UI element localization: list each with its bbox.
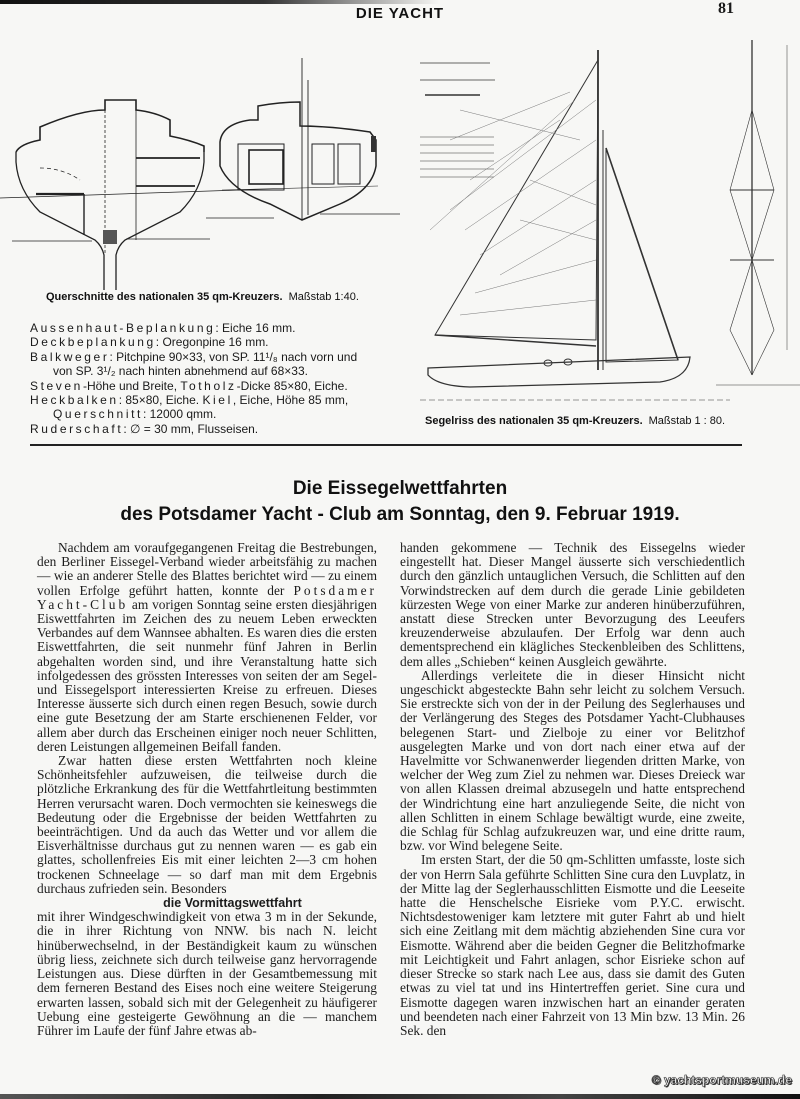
spec-line: Balkweger: Pitchpine 90×33, von SP. 11¹/₈ nach vorn und (30, 349, 358, 364)
article-subtitle: des Potsdamer Yacht - Club am Sonntag, den 9. Februar 1919. (120, 504, 680, 525)
spec-line: Querschnitt: 12000 qmm. (53, 407, 217, 422)
section-divider (30, 444, 742, 446)
cross-section-caption (46, 291, 359, 303)
sail-plan-drawing (420, 30, 800, 410)
scan-edge (0, 1094, 800, 1099)
sail-plan-scale: Maßstab 1 : 80. (648, 415, 726, 427)
paragraph: mit ihrer Windgeschwindigkeit von etwa 3 m in der Sekunde, die in ihrer Richtung von NNW. bis nach N. leicht hinüberwechselnd, in der Beständigkeit kaum zu wünschen übrig liess, zeichnete sich durch teilweise ganz hervorragende Leistungen aus. Diese dürften in der Gesamtbemessung mit dem ferneren Bestand des Eises noch eine weitere Steigerung erwarten lassen, sobald sich mit der Gelegenheit zu häufigerer Uebung eine gesteigerte Gewöhnung an die — manchem Führer im Laufe der fünf Jahre etwas ab- (37, 909, 377, 1038)
sail-plan-caption (425, 415, 725, 427)
cross-section-scale: Maßstab 1:40. (288, 291, 359, 303)
spec-line: von SP. 3¹/₂ nach hinten abnehmend auf 68×33. (53, 364, 308, 379)
spec-line: Aussenhaut-Beplankung: Eiche 16 mm. (30, 321, 296, 335)
copyright-watermark: © yachtsportmuseum.de (651, 1073, 792, 1087)
section-subheading: die Vormittagswettfahrt (163, 896, 302, 911)
cross-section-caption-text: Querschnitte des nationalen 35 qm-Kreuzers. (46, 291, 283, 303)
page-number: 81 (718, 0, 734, 17)
spec-line: Ruderschaft: ∅ = 30 mm, Flusseisen. (30, 421, 259, 436)
spec-line: Steven-Höhe und Breite, Totholz-Dicke 85×80, Eiche. (30, 378, 348, 393)
scan-edge (0, 0, 440, 4)
spec-line: Heckbalken: 85×80, Eiche. Kiel, Eiche, Höhe 85 mm, (30, 393, 349, 408)
paragraph: Zwar hatten diese ersten Wettfahrten noch kleine Schönheitsfehler aufzuweisen, die teilweise durch die plötzliche Erkrankung des für die Wettfahrtleitung bestimmten Herren verursacht waren. Doch vermochten sie keineswegs die Bedeutung oder die Ergebnisse der beiden Wettfahrten zu beeinträchtigen. Und da auch das Wetter und vor allem die Eisverhältnisse durchaus gut zu nennen waren — es gab ein glattes, schollenfreies Eis mit einer leichten 2—3 cm hohen trockenen Schneelage — so darf man mit dem Ergebnis durchaus zufrieden sein. Besonders (37, 753, 377, 896)
paragraph: Allerdings verleitete die in dieser Hinsicht nicht ungeschickt abgesteckte Bahn sehr leicht zu solchem Versuch. Sie erstreckte sich von der in der Peilung des Seglerhauses und der Verlängerung des Steges des Potsdamer Yacht-Clubhauses belegenen Start- und Zielboje zu einer vor Belitzhof ausgelegten Marke und von dort nach einer etwa auf der Havelmitte vor Schwanenwerder liegenden dritten Marke, von welcher der Weg zum Ziel zu nehmen war. Dieses Dreieck war von allen Klassen dreimal abzusegeln und hatte entsprechend der Windrichtung eine hart anzuliegende Seite, die nicht von allen Schlitten in einem Schlage bewältigt wurde, eine zweite, die Schlag für Schlag aufzukreuzen war, und eine dritte raum, bzw. vor Wind belegene Seite. (400, 667, 745, 854)
spec-line: Deckbeplankung: Oregonpine 16 mm. (30, 335, 269, 350)
running-head: DIE YACHT (355, 5, 445, 22)
article-title: Die Eissegelwettfahrten (292, 478, 508, 499)
article-column-right (400, 541, 745, 1038)
cross-section-drawing (0, 40, 420, 290)
paragraph: Im ersten Start, der die 50 qm-Schlitten umfasste, loste sich der von Herrn Sala geführte Schlitten Sine cura den Luvplatz, in der Mitte lag der Seglerhausschlitten Eismotte und die Leeseite hatte die Henschelsche Eisrieke vom P.Y.C. erwischt. Nichtsdestoweniger kam letztere mit guter Fahrt ab und hielt sich eine Zeitlang mit dem mächtig abziehenden Sine cura vor Eismotte. Während aber die beiden Gegner die Belitzhofmarke mit Leichtigkeit und Fahrt anlagen, schor Eisrieke schon auf dieser Strecke so stark nach Lee aus, dass sie damit des Guten etwas zu viel tat und ins Hintertreffen geriet. Sine cura und Eismotte dagegen waren inzwischen hart an einander geraten und beendeten nach einer Fahrzeit von 13 Min bzw. 13 Min. 26 Sek. den (400, 852, 745, 1038)
club-name: Potsdamer Yacht-Club (37, 582, 377, 612)
paragraph: Nachdem am voraufgegangenen Freitag die Bestrebungen, den Berliner Eissegel-Verband wieder arbeitsfähig zu machen — wie an anderer Stelle des Blattes berichtet wird — zu einem vollen Erfolge geführt hatten, konnte der Potsdamer Yacht-Club am vorigen Sonntag seine ersten diesjährigen Eiswettfahrten im Zeichen des zu neuem Leben erweckten Verbandes auf dem Wannsee abhalten. Es waren dies die ersten Eiswettfahrten, die seit nunmehr fünf Jahren in Berlin abgehalten worden sind, und ihre Veranstaltung hatte sich infolgedessen des grössten Interesses von seiten der am Segel- und Eissegelsport interessierten Kreise zu erfreuen. Dieses Interesse äusserte sich durch einen regen Besuch, sowie durch eine gute Besetzung der am Starte erschienenen Felder, vor allem aber durch das Erscheinen einiger noch neuer Schlitten, deren Leistungen allgemeinen Beifall fanden. (37, 540, 377, 754)
construction-specs (30, 321, 370, 436)
paragraph: handen gekommene — Technik des Eissegelns wieder eingestellt hat. Dieser Mangel äusserte sich verschiedentlich durch den gänzlich untauglichen Versuch, die Schlitten auf den Vorwindstrecken auf dem durch die gerade Linie gebildeten kürzesten Wege von einer Marke zur anderen hinüberzuführen, anstatt diese Strecken unter Bevorzugung des Leeufers kreuzenderweise abzulaufen. Der Erfolg war denn auch dementsprechend ein klägliches Steckenbleiben des Schlittens, dem alles „Schieben“ keinen Ausgleich gewährte. (400, 540, 745, 669)
article-column-left (37, 541, 377, 1038)
sail-plan-caption-text: Segelriss des nationalen 35 qm-Kreuzers. (425, 415, 643, 427)
